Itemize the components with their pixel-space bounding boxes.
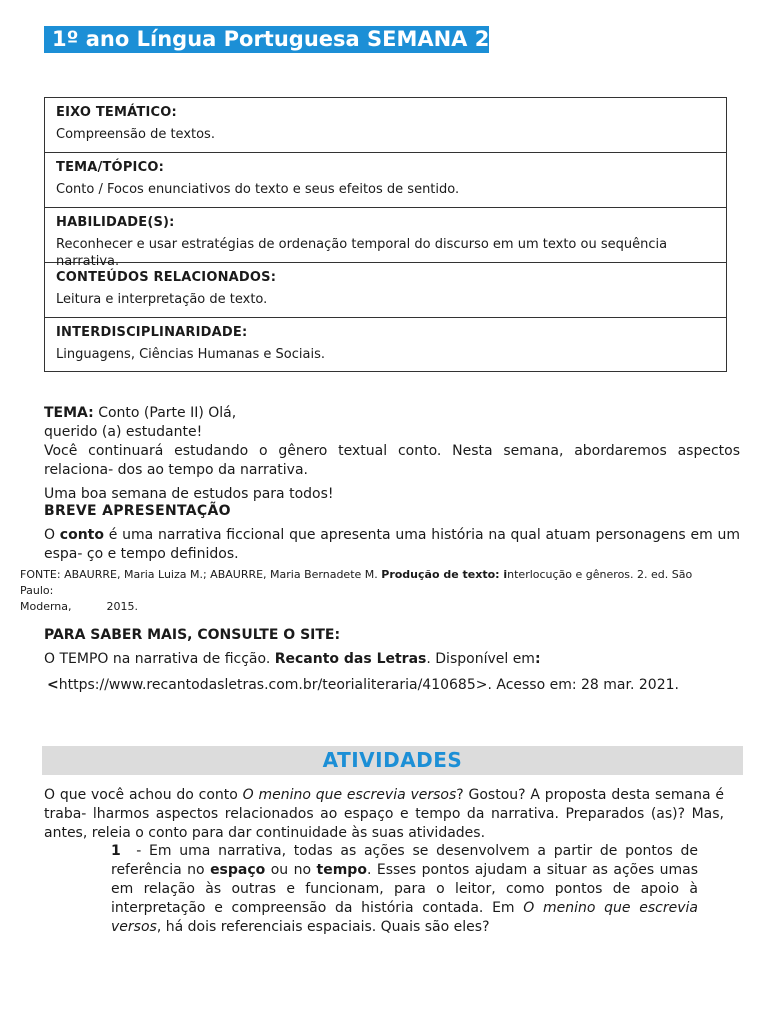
info-value: Linguagens, Ciências Humanas e Sociais. — [56, 347, 325, 362]
saiba-mais-colon: : — [534, 651, 541, 667]
info-table — [44, 97, 727, 372]
info-label: HABILIDADE(S): — [56, 215, 175, 230]
info-row-tema — [45, 153, 726, 208]
breve-text-before: O — [44, 527, 60, 543]
saiba-mais-access: >. Acesso em: 28 mar. 2021. — [475, 677, 679, 693]
info-row-habilidade — [45, 208, 726, 269]
breve-section — [44, 502, 740, 564]
tema-paragraph: Você continuará estudando o gênero textual conto. Nesta semana, abordaremos aspectos relaciona- dos ao tempo da narrativa. — [44, 443, 740, 478]
tema-line — [44, 404, 740, 423]
question-bold-espaco: espaço — [210, 862, 266, 878]
saiba-mais-text: O TEMPO na narrativa de ficção. — [44, 651, 275, 667]
info-label: EIXO TEMÁTICO: — [56, 105, 177, 120]
question-part-1: - Em uma narrativa, todas as ações se desenvolvem a partir de pontos de referência no — [111, 843, 703, 878]
info-row-conteudos — [45, 263, 726, 318]
breve-bold-word: conto — [59, 527, 104, 543]
saiba-mais-heading: PARA SABER MAIS, CONSULTE O SITE: — [44, 627, 341, 643]
info-value: Leitura e interpretação de texto. — [56, 292, 268, 307]
fonte-line-1 — [20, 567, 720, 599]
info-label: TEMA/TÓPICO: — [56, 160, 164, 175]
question-bold-tempo: tempo — [316, 862, 367, 878]
fonte-bold-title: Produção de texto: i — [381, 568, 508, 581]
question-1 — [111, 842, 703, 937]
question-italic-title: O menino que escrevia versos — [111, 900, 698, 935]
saiba-mais-site: Recanto das Letras — [274, 651, 427, 667]
tema-section — [44, 404, 740, 504]
fonte-citation — [20, 567, 720, 615]
link-open-bracket: < — [47, 677, 59, 693]
info-label: INTERDISCIPLINARIDADE: — [56, 325, 248, 340]
info-label: CONTEÚDOS RELACIONADOS: — [56, 270, 277, 285]
intro-before: O que você achou do conto — [44, 787, 243, 803]
info-row-interdisciplinaridade — [45, 318, 726, 371]
fonte-prefix: FONTE: ABAURRE, Maria Luiza M.; ABAURRE, Maria Bernadete M. — [20, 568, 382, 581]
tema-label: TEMA: — [44, 405, 94, 421]
info-value: Reconhecer e usar estratégias de ordenação temporal do discurso em um texto ou sequência narrativa. — [56, 237, 668, 269]
atividades-intro — [44, 786, 724, 843]
question-part-4: , há dois referenciais espaciais. Quais são eles? — [156, 919, 490, 935]
breve-paragraph — [44, 526, 740, 564]
info-value: Compreensão de textos. — [56, 127, 215, 142]
info-value: Conto / Focos enunciativos do texto e seus efeitos de sentido. — [56, 182, 460, 197]
saiba-mais-section — [44, 626, 740, 695]
saiba-mais-link-line — [44, 676, 740, 695]
atividades-heading: ATIVIDADES — [42, 746, 743, 775]
breve-text-after: é uma narrativa ficcional que apresenta uma história na qual atuam personagens em um espa- ço e tempo definidos. — [44, 527, 740, 562]
saiba-mais-reference — [44, 650, 740, 669]
tema-greeting: querido (a) estudante! — [44, 424, 203, 440]
tema-text: Conto (Parte II) Olá, — [93, 405, 237, 421]
fonte-line-2: Moderna, 2015. — [20, 600, 138, 613]
intro-italic-title: O menino que escrevia versos — [242, 787, 457, 803]
question-number: 1 — [111, 843, 121, 859]
intro-after: ? Gostou? A proposta desta semana é traba- lharmos aspectos relacionados ao espaço e tempo da narrativa. Preparados (as)? Mas, antes, releia o conto para dar continuidade às suas atividades. — [44, 787, 724, 841]
question-part-2: ou no — [265, 862, 317, 878]
saiba-mais-link[interactable]: https://www.recantodasletras.com.br/teorialiteraria/410685 — [58, 677, 476, 693]
page-title: 1º ano Língua Portuguesa SEMANA 2 — [44, 26, 489, 53]
breve-heading: BREVE APRESENTAÇÃO — [44, 503, 231, 519]
saiba-mais-middle: . Disponível em — [426, 651, 535, 667]
info-row-eixo — [45, 98, 726, 153]
question-part-3: . Esses pontos ajudam a situar as ações umas em relação às outras e funcionam, para o leitor, como pontos de apoio à interpretação e compreensão da história contada. Em — [111, 862, 698, 916]
fonte-suffix: nterlocução e gêneros. 2. ed. São Paulo: — [20, 568, 693, 597]
tema-closing: Uma boa semana de estudos para todos! — [44, 486, 334, 502]
